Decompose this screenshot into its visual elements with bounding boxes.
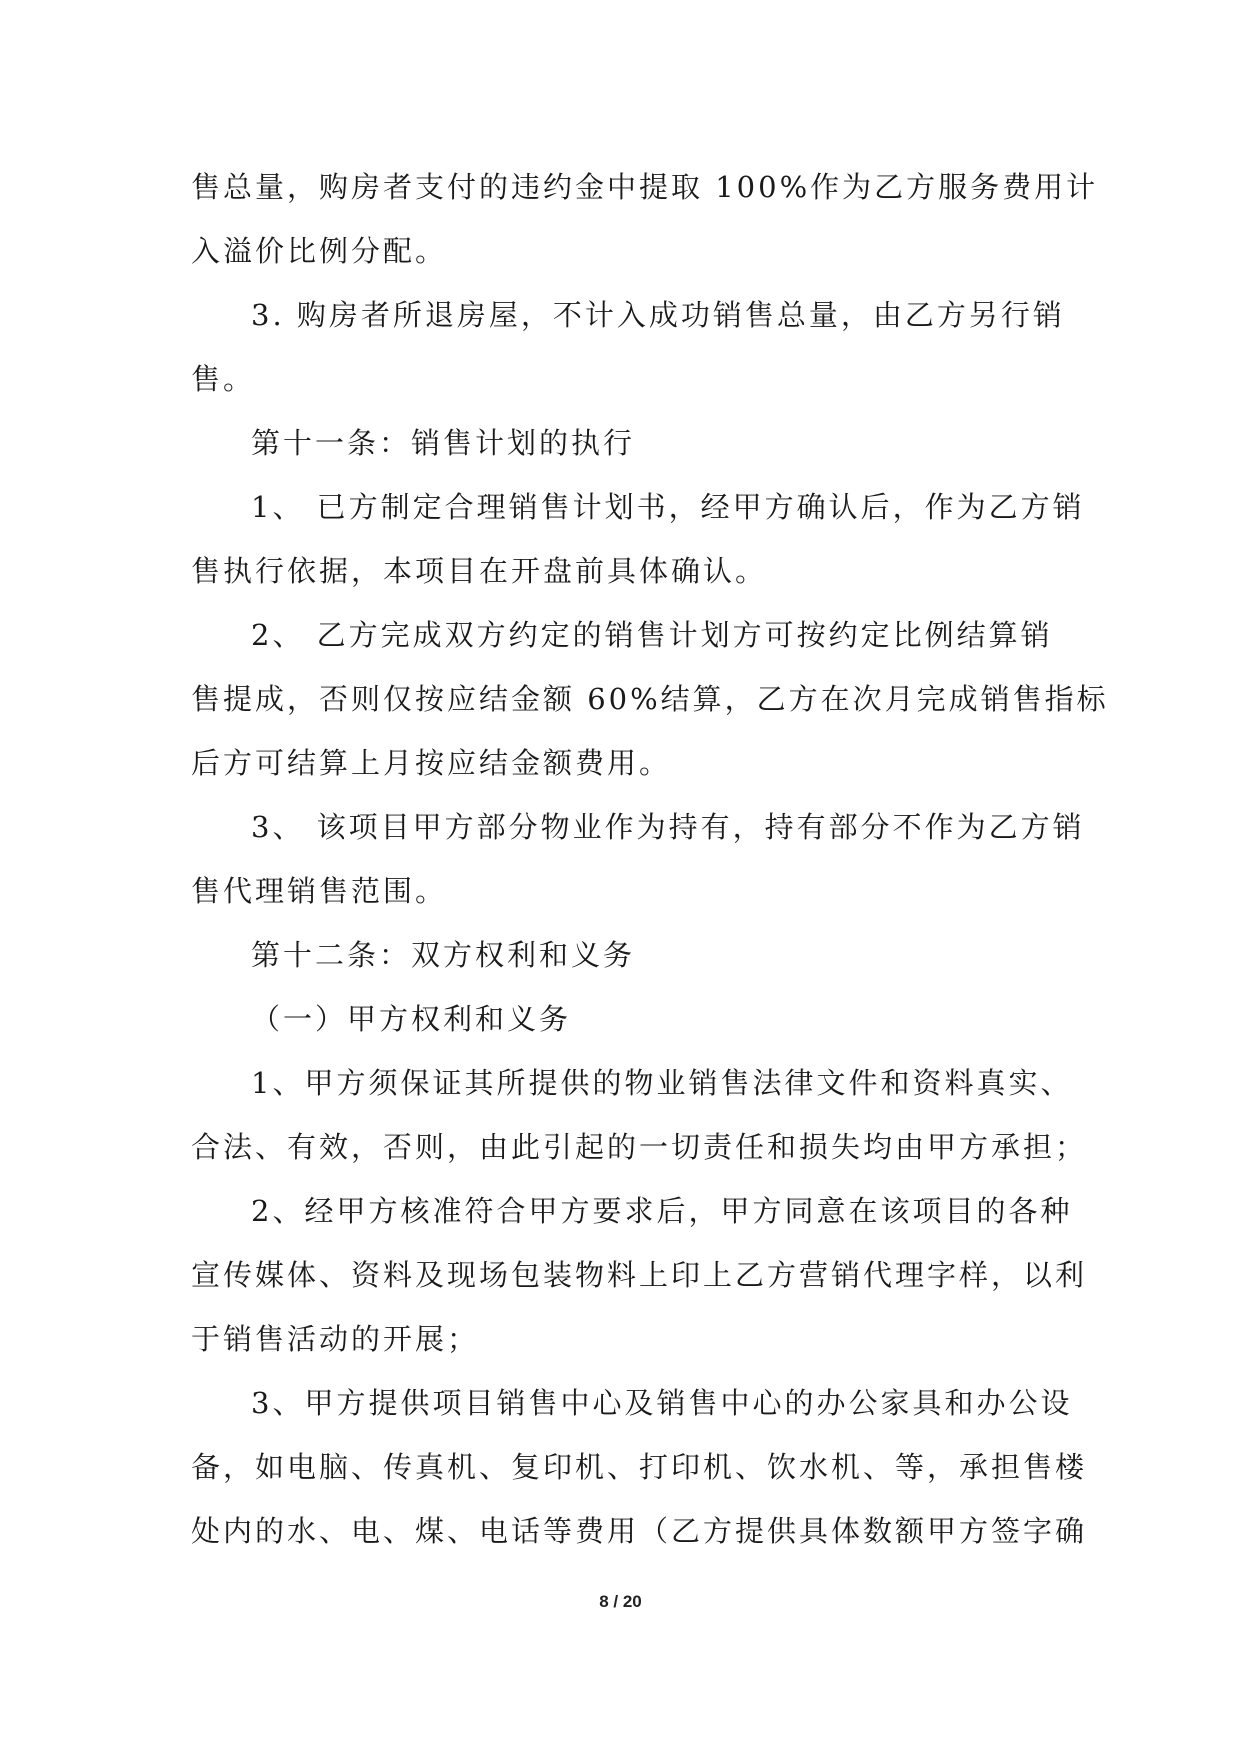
text-line: 宣传媒体、资料及现场包装物料上印上乙方营销代理字样，以利 (191, 1258, 1088, 1292)
text-line: 2、 乙方完成双方约定的销售计划方可按约定比例结算销 (251, 618, 1053, 652)
section-heading: 第十二条：双方权利和义务 (251, 938, 636, 972)
text-line: 于销售活动的开展； (191, 1322, 480, 1356)
text-line: 售代理销售范围。 (191, 874, 448, 908)
text-line: 3、 该项目甲方部分物业作为持有，持有部分不作为乙方销 (251, 810, 1085, 844)
text-line: 1、 已方制定合理销售计划书，经甲方确认后，作为乙方销 (251, 490, 1085, 524)
text-line: 合法、有效，否则，由此引起的一切责任和损失均由甲方承担； (191, 1130, 1088, 1164)
text-line: 售总量，购房者支付的违约金中提取 100%作为乙方服务费用计 (191, 170, 1099, 204)
text-line: 后方可结算上月按应结金额费用。 (191, 746, 672, 780)
text-line: 入溢价比例分配。 (191, 234, 448, 268)
text-line: 备，如电脑、传真机、复印机、打印机、饮水机、等，承担售楼 (191, 1450, 1088, 1484)
text-line: 2、经甲方核准符合甲方要求后，甲方同意在该项目的各种 (251, 1194, 1073, 1228)
section-heading: 第十一条：销售计划的执行 (251, 426, 636, 460)
text-line: 1、甲方须保证其所提供的物业销售法律文件和资料真实、 (251, 1066, 1073, 1100)
document-body (191, 158, 1109, 1566)
text-line: 3、甲方提供项目销售中心及销售中心的办公家具和办公设 (251, 1386, 1073, 1420)
text-line: 售提成，否则仅按应结金额 60%结算，乙方在次月完成销售指标 (191, 682, 1109, 716)
text-line: 售执行依据，本项目在开盘前具体确认。 (191, 554, 768, 588)
text-line: 售。 (191, 362, 256, 396)
subsection-heading: （一）甲方权利和义务 (251, 1002, 572, 1036)
text-line: 3. 购房者所退房屋，不计入成功销售总量，由乙方另行销 (251, 298, 1065, 332)
text-line: 处内的水、电、煤、电话等费用（乙方提供具体数额甲方签字确 (191, 1514, 1088, 1548)
page-number: 8 / 20 (599, 1592, 642, 1611)
